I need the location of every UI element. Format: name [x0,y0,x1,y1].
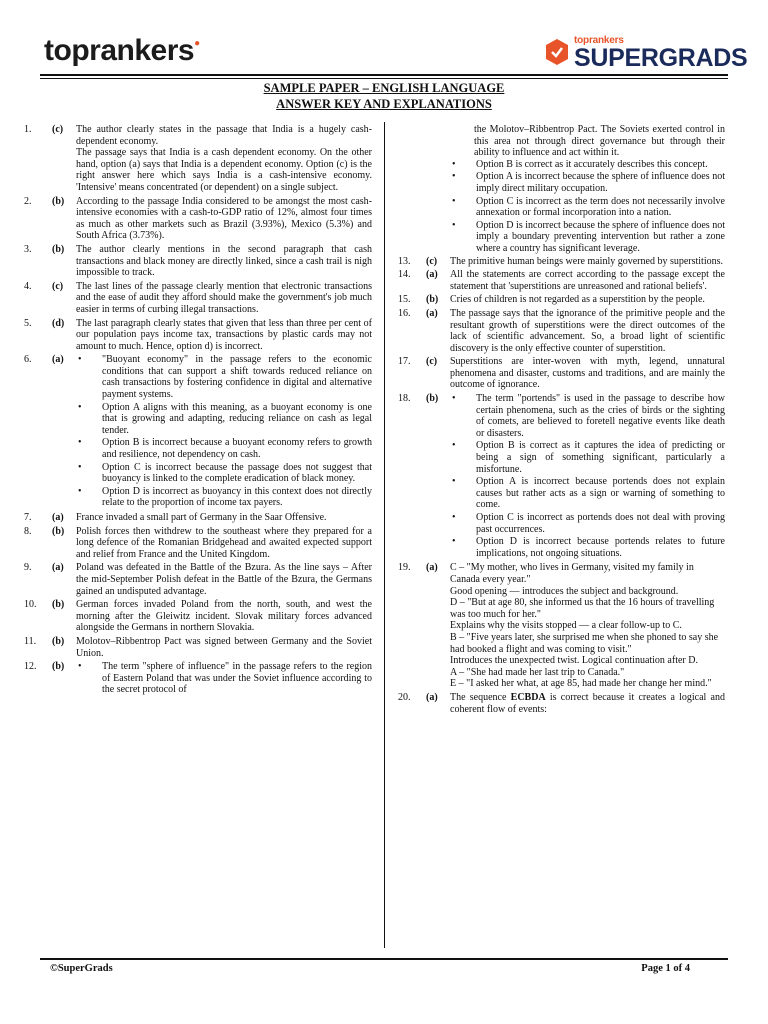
answer-item-16: 16. (a) The passage says that the ignorance of the primitive people and the resultant growth of superstitions were the direct outcomes of the lack of scientific advancement. So, a broad light of scientific discovery is the only effective counter of superstition. [398,307,725,354]
supergrads-logo-big: SUPERGRADS [574,44,748,72]
supergrads-logo [546,35,748,72]
answer-item-5: 5. (d) The last paragraph clearly states that given that less than three per cent of our population pays income tax, transactions by plastic cards may not amount to much. Hence, option d) is incorrect. [24,317,372,352]
answer-item-1: 1. (c) The author clearly states in the passage that India is a hugely cash-dependent economy. The passage says that India is a cash dependent economy. On the other hand, option (a) says that India is a dependent economy. Option (c) is the right answer here which says India is a cash-intensive economy. 'Intensive' means concentrated (or dependent) on a single subject. [24,124,372,193]
column-divider [384,122,385,948]
footer-copyright: ©SuperGrads [50,963,113,974]
page-title [0,80,768,112]
answer-item-12-continued: the Molotov–Ribbentrop Pact. The Soviets exerted control in this area not through direct governance but through their ability to influence and act within it. [474,124,725,159]
toprankers-logo: toprankers● [44,34,200,67]
page-number: Page 1 of 4 [641,963,690,974]
bullet-item: • Option A is incorrect because the sphere of influence does not imply direct military occupation. [452,171,725,194]
bullet-item: • "Buoyant economy" in the passage refers to the economic conditions that can support a shift towards reduced reliance on cash transactions by fostering confidence in digital and alternative payment systems. [78,354,372,401]
bullet-item: • The term "sphere of influence" in the passage refers to the region of Eastern Poland that was under the Soviet influence according to the secret protocol of [78,661,372,696]
answer-item-14: 14. (a) All the statements are correct according to the passage except the statement that 'superstitions are unreasoned and rational beliefs'. [398,269,725,292]
supergrads-logo-small: toprankers [574,35,624,46]
answer-item-10: 10. (b) German forces invaded Poland from the north, south, and west the morning after the Gleiwitz incident. Slovak military forces advanced alongside the Germans in northern Slovakia. [24,599,372,634]
bullet-item: • Option C is incorrect as portends does not deal with proving past occurrences. [452,512,725,535]
answer-item-4: 4. (c) The last lines of the passage clearly mention that electronic transactions and the ease of audit they afford should make the government's job much easier in terms of curbing illegal transactions. [24,280,372,315]
bullet-item: • Option B is incorrect because a buoyant economy refers to growth and resilience, not dependency on cash. [78,437,372,461]
bullet-item: • Option C is incorrect as the term does not necessarily involve annexation or formal incorporation into a nation. [452,195,725,219]
bullet-item: • Option B is correct as it captures the idea of predicting or being a sign of something significant, particularly a misfortune. [452,440,725,475]
answer-item-12-bullets [398,159,725,255]
answer-item-19: 19. (a) C – "My mother, who lives in Germany, visited my family in Canada every year." Good opening — introduces the subject and background. D – "But at age 80, she informed us that the 16 hours of travelling was too much for her." Explains why the visits stopped — a clear follow-up to C. B – "Five years later, she surprised me when she phoned to say she had booked a flight and was coming to visit." Introduces the unexpected twist. Logical continuation after D. A – "She had made her last trip to Canada." E – "I asked her what, at age 85, had made her change her mind." [398,562,719,690]
bullet-item: • Option A is incorrect because portends does not explain causes but rather acts as a sign or warning of something to come. [452,476,725,511]
bullet-item: • Option C is incorrect because the passage does not suggest that buoyancy is linked to the complete eradication of black money. [78,461,372,485]
footer-rule [40,958,728,960]
answer-item-3: 3. (b) The author clearly mentions in the second paragraph that cash transactions and black money are directly linked, since a cash trail is nigh impossible to track. [24,243,372,279]
left-column [22,124,372,699]
title-line-2: ANSWER KEY AND EXPLANATIONS [276,97,492,111]
bullet-item: • The term "portends" is used in the passage to describe how certain phenomena, such as the cries of birds or the sighting of comets, are believed to foretell negative events like death or disasters. [452,393,725,439]
right-column [398,124,725,717]
answer-item-11: 11. (b) Molotov–Ribbentrop Pact was signed between Germany and the Soviet Union. [24,635,372,659]
logo-mark-icon: ● [194,38,200,49]
answer-item-13: 13. (c) The primitive human beings were mainly governed by superstitions. [398,255,723,267]
bullet-item: • Option D is incorrect because the sphere of influence does not imply a boundary preventing intervention but rather a zone where a country has significant leverage. [452,219,725,254]
answer-item-12: 12. (b) • The term "sphere of influence" in the passage refers to the region of Eastern Poland that was under the Soviet influence according to the secret protocol of [24,661,372,696]
header-rule [40,74,728,76]
header-rule-thin [40,78,728,79]
answer-item-17: 17. (c) Superstitions are inter-woven with myth, legend, unnatural phenomena and disaster, customs and traditions, and are mainly the outcome of ignorance. [398,356,725,391]
bullet-item: • Option A aligns with this meaning, as a buoyant economy is one that is growing and adapting, reducing reliance on cash as legal tender. [78,401,372,436]
answer-item-20: 20. (a) The sequence ECBDA is correct because it creates a logical and coherent flow of events: [398,691,725,715]
answer-item-15: 15. (b) Cries of children is not regarded as a superstition by the people. [398,294,705,306]
bullet-item: • Option D is incorrect because portends relates to future implications, not ongoing situations. [452,536,725,559]
answer-item-2: 2. (b) According to the passage India considered to be amongst the most cash-intensive economies with a cash-to-GDP ratio of 12%, almost four times as much as other markets such as Brazil (3.93%), Mexico (5.3%) and South Africa (3.73%). [24,195,372,242]
answer-item-6: 6. (a) • "Buoyant economy" in the passage refers to the economic conditions that can support a shift towards reduced reliance on cash transactions by fostering confidence in digital and alternative payment systems. • Option A aligns with this meaning, as a buoyant economy is one that is growing and adapting, reducing reliance on cash as legal tender. • Option B is incorrect because a buoyant economy refers to growth and resilience, not dependency on cash. • Option C is incorrect because the passage does not suggest that buoyancy is linked to the complete eradication of black money. • Option D is incorrect as buoyancy in this context does not directly relate to the proportion of income tax payers. [24,354,372,509]
bullet-item: • Option D is incorrect as buoyancy in this context does not directly relate to the proportion of income tax payers. [78,485,372,509]
bullet-item: • Option B is correct as it accurately describes this concept. [452,158,708,170]
answer-item-18: 18. (b) • The term "portends" is used in the passage to describe how certain phenomena, such as the cries of birds or the sighting of comets, are believed to foretell negative events like death or disasters. • Option B is correct as it captures the idea of predicting or being a sign of something significant, particularly a misfortune. • Option A is incorrect because portends does not explain causes but rather acts as a sign or warning of something to come. • Option C is incorrect as portends does not deal with proving past occurrences. • Option D is incorrect because portends relates to future implications, not ongoing situations. [398,393,725,559]
answer-item-7: 7. (a) France invaded a small part of Germany in the Saar Offensive. [24,512,327,523]
answer-item-8: 8. (b) Polish forces then withdrew to the southeast where they prepared for a long defence of the Romanian Bridgehead and awaited expected support and relief from France and the United Kingdom. [24,525,372,560]
title-line-1: SAMPLE PAPER – ENGLISH LANGUAGE [263,81,505,95]
answer-item-9: 9. (a) Poland was defeated in the Battle of the Bzura. As the line says – After the mid-September Polish defeat in the Battle of the Bzura, the Germans gained an undisputed advantage. [24,562,372,597]
supergrads-badge-icon [546,39,568,65]
